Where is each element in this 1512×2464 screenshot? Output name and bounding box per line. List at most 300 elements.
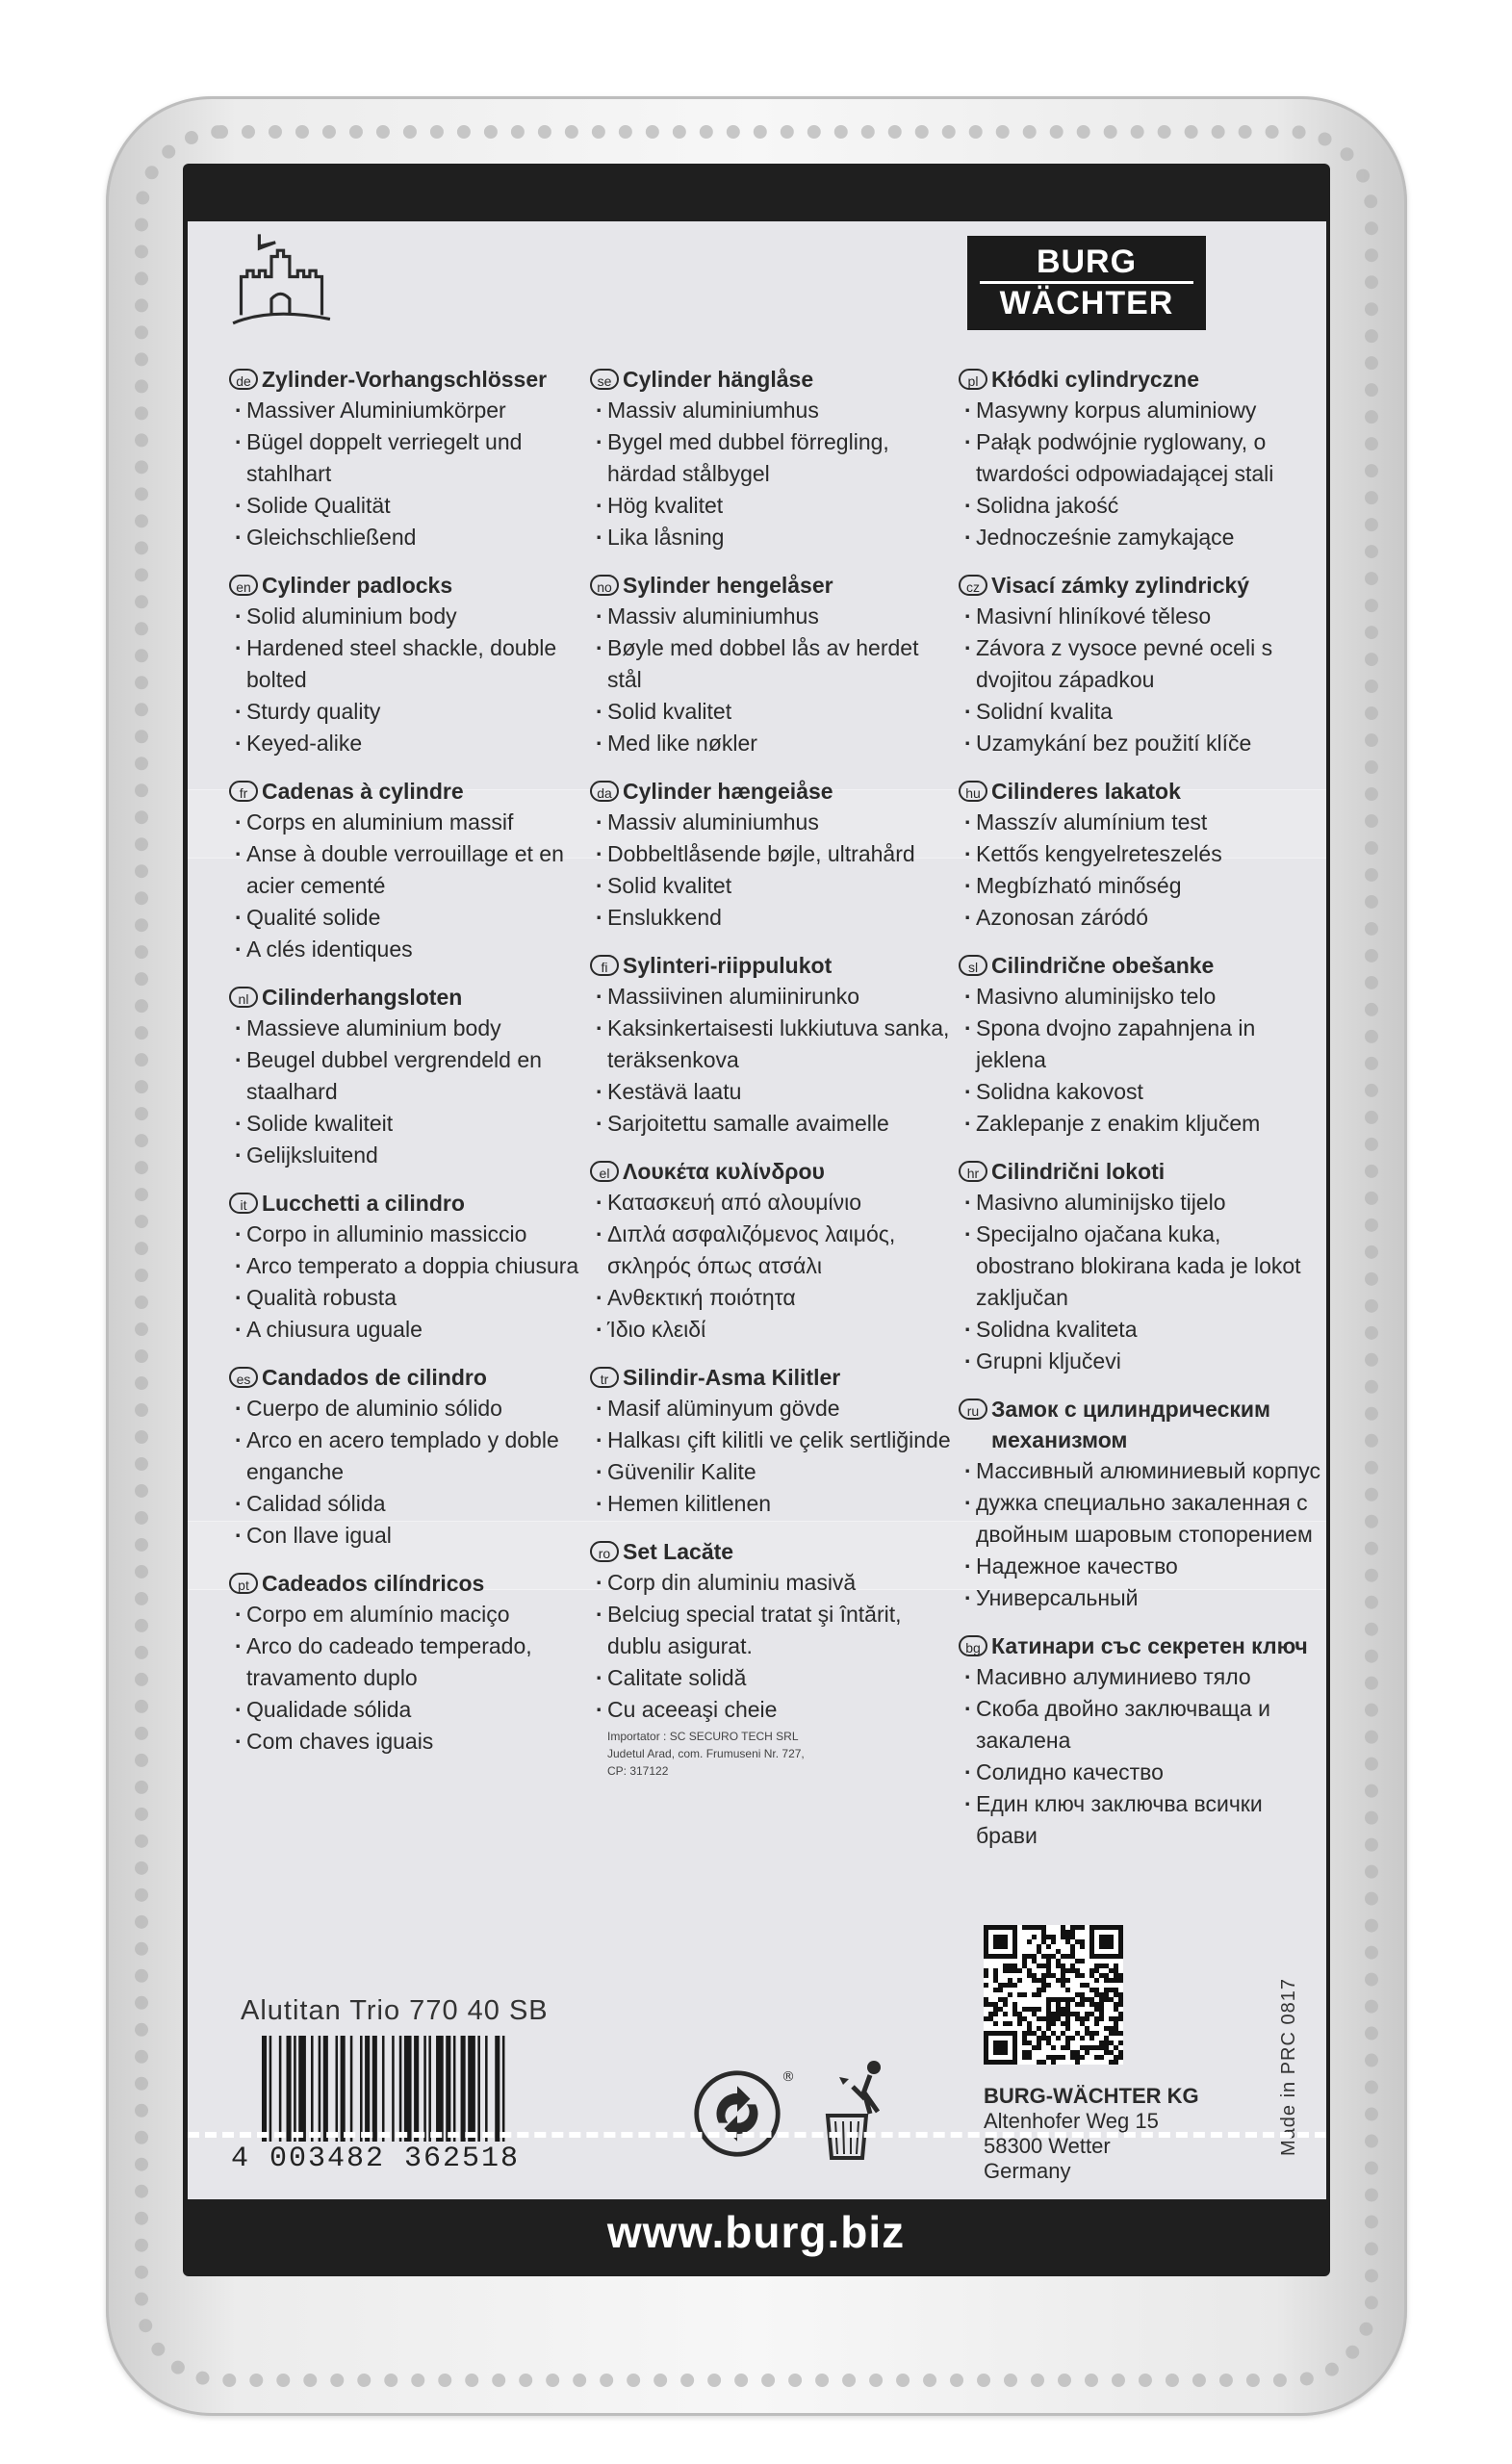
qr-module bbox=[1065, 1930, 1070, 1935]
lang-section bbox=[590, 364, 956, 553]
qr-module bbox=[1080, 1997, 1085, 2002]
qr-module bbox=[1114, 1973, 1118, 1978]
lang-code: nl bbox=[229, 987, 258, 1008]
feature-item: · Надежное качество bbox=[976, 1551, 1324, 1582]
feature-item: · Com chaves iguais bbox=[246, 1726, 585, 1758]
feature-item: · Arco temperato a doppia chiusura bbox=[246, 1250, 585, 1282]
address-line: Germany bbox=[984, 2159, 1071, 2183]
qr-module bbox=[1017, 2021, 1022, 2026]
qr-module bbox=[1041, 1978, 1046, 1983]
qr-module bbox=[1080, 2002, 1085, 2007]
qr-module bbox=[1027, 2050, 1032, 2055]
qr-module bbox=[1022, 2036, 1027, 2040]
brand-logo-line2: WÄCHTER bbox=[999, 285, 1174, 321]
barcode-bar bbox=[294, 2036, 296, 2142]
qr-module bbox=[1012, 2002, 1017, 2007]
section-title: Kłódki cylindryczne bbox=[991, 367, 1200, 392]
feature-item: · Solide Qualität bbox=[246, 490, 585, 522]
qr-module bbox=[1099, 1997, 1104, 2002]
qr-module bbox=[1070, 2036, 1075, 2040]
qr-module bbox=[1051, 2012, 1056, 2016]
barcode-bar bbox=[323, 2036, 328, 2142]
feature-item: · Arco en acero templado y doble enganche bbox=[246, 1424, 585, 1488]
qr-module bbox=[1003, 1964, 1008, 1968]
qr-module bbox=[1046, 1968, 1051, 1973]
qr-module bbox=[1056, 1978, 1061, 1983]
lang-section bbox=[229, 1568, 585, 1758]
qr-module bbox=[1080, 2036, 1085, 2040]
feature-item: · дужка специально закаленная с двойным шаровым стопорением bbox=[976, 1487, 1324, 1551]
qr-module bbox=[1037, 1978, 1041, 1983]
address-line: Altenhofer Weg 15 bbox=[984, 2109, 1159, 2133]
qr-module bbox=[1114, 1978, 1118, 1983]
section-title: Cilindrični lokoti bbox=[991, 1159, 1166, 1184]
qr-module bbox=[1114, 1992, 1118, 1997]
qr-module bbox=[998, 1997, 1003, 2002]
feature-item: · Massiver Aluminiumkörper bbox=[246, 395, 585, 426]
qr-module bbox=[1070, 1935, 1075, 1939]
qr-module bbox=[1099, 2012, 1104, 2016]
qr-module bbox=[1061, 1954, 1065, 1959]
trash-bin-icon bbox=[820, 2058, 897, 2164]
qr-module bbox=[1008, 1992, 1012, 1997]
section-title: Cadenas à cylindre bbox=[262, 779, 464, 804]
qr-module bbox=[1003, 1968, 1008, 1973]
qr-module bbox=[1080, 2045, 1085, 2050]
qr-module bbox=[1051, 1935, 1056, 1939]
feature-item: · Güvenilir Kalite bbox=[607, 1456, 956, 1488]
qr-module bbox=[1041, 1964, 1046, 1968]
qr-module bbox=[1008, 1978, 1012, 1983]
lang-code: bg bbox=[959, 1635, 987, 1656]
qr-module bbox=[1089, 1968, 1094, 1973]
qr-module bbox=[1046, 1954, 1051, 1959]
barcode-bar bbox=[436, 2036, 444, 2142]
feature-item: · Keyed-alike bbox=[246, 728, 585, 759]
qr-module bbox=[1046, 2007, 1051, 2012]
qr-module bbox=[1056, 1959, 1061, 1964]
lang-code: tr bbox=[590, 1367, 619, 1388]
feature-item: · Dobbeltlåsende bøjle, ultrahård bbox=[607, 838, 956, 870]
qr-module bbox=[1104, 2036, 1109, 2040]
feature-item: · A chiusura uguale bbox=[246, 1314, 585, 1346]
qr-module bbox=[1056, 2002, 1061, 2007]
barcode bbox=[262, 2036, 570, 2142]
qr-module bbox=[1037, 1925, 1041, 1930]
qr-module bbox=[1085, 2031, 1089, 2036]
qr-module bbox=[1114, 1968, 1118, 1973]
qr-module bbox=[1051, 2055, 1056, 2060]
qr-module bbox=[1099, 2055, 1104, 2060]
qr-module bbox=[1109, 2031, 1114, 2036]
feature-item: · Corpo in alluminio massiccio bbox=[246, 1219, 585, 1250]
qr-module bbox=[1114, 2055, 1118, 2060]
qr-module bbox=[1094, 1978, 1099, 1983]
qr-module bbox=[1027, 2026, 1032, 2031]
barcode-bar bbox=[392, 2036, 395, 2142]
feature-item: · Corpo em alumínio maciço bbox=[246, 1599, 585, 1630]
feature-item: · Jednocześnie zamykające bbox=[976, 522, 1324, 553]
qr-module bbox=[1099, 1973, 1104, 1978]
feature-item: · Massiivinen alumiinirunko bbox=[607, 981, 956, 1013]
feature-item: · Sarjoitettu samalle avaimelle bbox=[607, 1108, 956, 1140]
qr-module bbox=[1094, 1988, 1099, 1992]
qr-module bbox=[1003, 2021, 1008, 2026]
qr-module bbox=[1118, 2016, 1123, 2021]
qr-module bbox=[1085, 2016, 1089, 2021]
address-line: 58300 Wetter bbox=[984, 2134, 1111, 2158]
feature-item: · Massiv aluminiumhus bbox=[607, 395, 956, 426]
lang-code: pt bbox=[229, 1573, 258, 1594]
qr-module bbox=[1104, 1978, 1109, 1983]
qr-module bbox=[1075, 2016, 1080, 2021]
feature-item: · Anse à double verrouillage et en acier cementé bbox=[246, 838, 585, 902]
barcode-bar bbox=[468, 2036, 475, 2142]
qr-module bbox=[1046, 1997, 1051, 2002]
section-title: Cilindrične obešanke bbox=[991, 953, 1215, 978]
qr-module bbox=[1037, 1964, 1041, 1968]
qr-module bbox=[1104, 2045, 1109, 2050]
feature-item: · Megbízható minőség bbox=[976, 870, 1324, 902]
qr-module bbox=[1080, 1959, 1085, 1964]
qr-module bbox=[1070, 2050, 1075, 2055]
feature-item: · Qualidade sólida bbox=[246, 1694, 585, 1726]
qr-module bbox=[1051, 2021, 1056, 2026]
qr-module bbox=[1089, 2036, 1094, 2040]
qr-module bbox=[1056, 2055, 1061, 2060]
qr-module bbox=[988, 2002, 993, 2007]
qr-module bbox=[1070, 2012, 1075, 2016]
barcode-bar bbox=[341, 2036, 346, 2142]
model-name: Alutitan Trio 770 40 SB bbox=[241, 1995, 549, 2026]
feature-item: · A clés identiques bbox=[246, 934, 585, 965]
lang-section bbox=[959, 570, 1324, 759]
language-column-2 bbox=[590, 364, 956, 1796]
feature-item: · Kaksinkertaisesti lukkiutuva sanka, teräksenkova bbox=[607, 1013, 956, 1076]
qr-module bbox=[1080, 1939, 1085, 1944]
qr-module bbox=[993, 1978, 998, 1983]
qr-module bbox=[1085, 1983, 1089, 1988]
feature-item: · Solide kwaliteit bbox=[246, 1108, 585, 1140]
lang-section bbox=[229, 570, 585, 759]
lang-code: ru bbox=[959, 1399, 987, 1420]
barcode-bar bbox=[399, 2036, 402, 2142]
qr-module bbox=[1089, 1997, 1094, 2002]
section-title: Set Lacăte bbox=[623, 1539, 734, 1564]
qr-module bbox=[1061, 2007, 1065, 2012]
qr-module bbox=[1037, 2060, 1041, 2065]
qr-module bbox=[1051, 2045, 1056, 2050]
qr-module bbox=[993, 1973, 998, 1978]
feature-item: · Zaklepanje z enakim ključem bbox=[976, 1108, 1324, 1140]
feature-item: · Sturdy quality bbox=[246, 696, 585, 728]
qr-module bbox=[1089, 2031, 1094, 2036]
feature-item: · Masszív alumínium test bbox=[976, 807, 1324, 838]
section-title: Lucchetti a cilindro bbox=[262, 1191, 465, 1216]
qr-module bbox=[1032, 2012, 1037, 2016]
qr-module bbox=[1118, 2055, 1123, 2060]
qr-module bbox=[1003, 1983, 1008, 1988]
qr-module bbox=[1070, 1968, 1075, 1973]
feature-item: · Massieve aluminium body bbox=[246, 1013, 585, 1044]
qr-module bbox=[1022, 2031, 1027, 2036]
brand-logo bbox=[967, 236, 1206, 330]
qr-module bbox=[1104, 1964, 1109, 1968]
qr-module bbox=[1017, 1992, 1022, 1997]
qr-module bbox=[1027, 1925, 1032, 1930]
qr-module bbox=[1046, 1959, 1051, 1964]
barcode-number: 4 003482 362518 bbox=[231, 2143, 521, 2175]
lang-section bbox=[229, 364, 585, 553]
qr-module bbox=[1032, 1959, 1037, 1964]
barcode-bar bbox=[350, 2036, 353, 2142]
qr-module bbox=[1065, 2036, 1070, 2040]
feature-item: · Qualità robusta bbox=[246, 1282, 585, 1314]
language-column-3 bbox=[959, 364, 1324, 1868]
qr-module bbox=[1037, 2040, 1041, 2045]
feature-item: · Cuerpo de aluminio sólido bbox=[246, 1393, 585, 1424]
feature-item: · Bügel doppelt verriegelt und stahlhart bbox=[246, 426, 585, 490]
feature-item: · Gleichschließend bbox=[246, 522, 585, 553]
barcode-bar bbox=[461, 2036, 466, 2142]
qr-module bbox=[1037, 2016, 1041, 2021]
qr-module bbox=[1012, 2007, 1017, 2012]
qr-module bbox=[1051, 1954, 1056, 1959]
feature-item: · Solidna kakovost bbox=[976, 1076, 1324, 1108]
lang-section bbox=[590, 950, 956, 1140]
feature-item: · Uzamykání bez použití klíče bbox=[976, 728, 1324, 759]
qr-module bbox=[1075, 1968, 1080, 1973]
barcode-bar bbox=[414, 2036, 419, 2142]
barcode-bar bbox=[336, 2036, 339, 2142]
qr-module bbox=[1109, 2060, 1114, 2065]
qr-module bbox=[1109, 2026, 1114, 2031]
feature-item: · Kettős kengyelreteszelés bbox=[976, 838, 1324, 870]
qr-module bbox=[1065, 1997, 1070, 2002]
qr-module bbox=[1046, 1935, 1051, 1939]
qr-module bbox=[1046, 1973, 1051, 1978]
lang-code: sl bbox=[959, 955, 987, 976]
feature-item: · Spona dvojno zapahnjena in jeklena bbox=[976, 1013, 1324, 1076]
qr-module bbox=[993, 2040, 1008, 2055]
qr-module bbox=[1027, 2055, 1032, 2060]
section-title: Visací zámky zylindrický bbox=[991, 573, 1250, 598]
feature-item: · Calidad sólida bbox=[246, 1488, 585, 1520]
qr-module bbox=[1109, 1978, 1114, 1983]
barcode-bar bbox=[428, 2036, 431, 2142]
qr-module bbox=[1061, 1973, 1065, 1978]
section-title: Zylinder-Vorhangschlösser bbox=[262, 367, 548, 392]
qr-module bbox=[1037, 1992, 1041, 1997]
lang-code: el bbox=[590, 1161, 619, 1182]
qr-module bbox=[1094, 2002, 1099, 2007]
qr-module bbox=[1061, 2021, 1065, 2026]
qr-module bbox=[1089, 1988, 1094, 1992]
section-title: Λουκέτα κυλίνδρου bbox=[623, 1159, 825, 1184]
feature-item: · Corp din aluminiu masivă bbox=[607, 1567, 956, 1599]
qr-module bbox=[1118, 1973, 1123, 1978]
qr-module bbox=[1046, 2055, 1051, 2060]
qr-module bbox=[1022, 1954, 1027, 1959]
qr-module bbox=[1003, 2012, 1008, 2016]
feature-item: · Arco do cadeado temperado, travamento duplo bbox=[246, 1630, 585, 1694]
qr-module bbox=[1061, 2012, 1065, 2016]
lang-code: se bbox=[590, 369, 619, 390]
importer-line: Importator : SC SECURO TECH SRL bbox=[607, 1730, 799, 1743]
qr-module bbox=[1046, 2016, 1051, 2021]
qr-module bbox=[1065, 2012, 1070, 2016]
qr-module bbox=[993, 2021, 998, 2026]
made-in-label: Made in PRC 0817 bbox=[1278, 1978, 1299, 2156]
qr-module bbox=[1070, 1930, 1075, 1935]
qr-module bbox=[1099, 2016, 1104, 2021]
section-title: Silindir-Asma Kilitler bbox=[623, 1365, 841, 1390]
lang-code: cz bbox=[959, 575, 987, 596]
qr-module bbox=[1017, 2012, 1022, 2016]
barcode-bar bbox=[269, 2036, 272, 2142]
registered-mark: ® bbox=[782, 2069, 795, 2085]
section-title: Замок с цилиндрическим механизмом bbox=[991, 1397, 1271, 1452]
qr-module bbox=[1104, 2026, 1109, 2031]
barcode-bar bbox=[485, 2036, 488, 2142]
qr-module bbox=[1022, 2040, 1027, 2045]
qr-module bbox=[1061, 1997, 1065, 2002]
qr-module bbox=[1075, 2012, 1080, 2016]
qr-module bbox=[1114, 2060, 1118, 2065]
qr-module bbox=[1065, 1988, 1070, 1992]
feature-item: · Grupni ključevi bbox=[976, 1346, 1324, 1377]
feature-item: · Solidna jakość bbox=[976, 490, 1324, 522]
lang-section bbox=[590, 1156, 956, 1346]
qr-module bbox=[1037, 1988, 1041, 1992]
section-title: Cadeados cilíndricos bbox=[262, 1571, 485, 1596]
qr-module bbox=[1075, 2050, 1080, 2055]
qr-module bbox=[1080, 2021, 1085, 2026]
qr-module bbox=[1027, 2040, 1032, 2045]
qr-module bbox=[1032, 1925, 1037, 1930]
qr-module bbox=[1094, 1964, 1099, 1968]
qr-module bbox=[1051, 2060, 1056, 2065]
qr-module bbox=[1037, 1944, 1041, 1949]
qr-module bbox=[1065, 2007, 1070, 2012]
qr-module bbox=[1070, 2055, 1075, 2060]
qr-module bbox=[1051, 2031, 1056, 2036]
feature-item: · Массивный алюминиевый корпус bbox=[976, 1455, 1324, 1487]
section-title: Candados de cilindro bbox=[262, 1365, 487, 1390]
qr-module bbox=[1089, 2002, 1094, 2007]
qr-module bbox=[1032, 1978, 1037, 1983]
qr-module bbox=[1061, 1930, 1065, 1935]
feature-item: · Pałąk podwójnie ryglowany, o twardości odpowiadającej stali bbox=[976, 426, 1324, 490]
qr-module bbox=[1003, 1997, 1008, 2002]
qr-module bbox=[1056, 2007, 1061, 2012]
feature-item: · Hög kvalitet bbox=[607, 490, 956, 522]
qr-module bbox=[1104, 2040, 1109, 2045]
qr-module bbox=[984, 2016, 988, 2021]
qr-module bbox=[1065, 1978, 1070, 1983]
barcode-bar bbox=[360, 2036, 363, 2142]
qr-module bbox=[1065, 2045, 1070, 2050]
qr-module bbox=[1099, 2007, 1104, 2012]
feature-item: · Скоба двойно заключваща и закалена bbox=[976, 1693, 1324, 1757]
qr-module bbox=[1099, 1935, 1114, 1949]
qr-module bbox=[1027, 2021, 1032, 2026]
qr-module bbox=[1099, 2040, 1104, 2045]
barcode-bar bbox=[287, 2036, 292, 2142]
qr-module bbox=[988, 2012, 993, 2016]
feature-item: · Hardened steel shackle, double bolted bbox=[246, 632, 585, 696]
qr-module bbox=[1041, 2016, 1046, 2021]
barcode-bar bbox=[365, 2036, 370, 2142]
qr-module bbox=[1118, 2040, 1123, 2045]
feature-item: · Azonosan záródó bbox=[976, 902, 1324, 934]
feature-item: · Solidna kvaliteta bbox=[976, 1314, 1324, 1346]
language-column-1 bbox=[229, 364, 585, 1774]
qr-module bbox=[1041, 1935, 1046, 1939]
qr-module bbox=[1080, 1992, 1085, 1997]
qr-module bbox=[1037, 2045, 1041, 2050]
qr-module bbox=[1094, 1968, 1099, 1973]
qr-module bbox=[1046, 1964, 1051, 1968]
qr-module bbox=[1037, 2036, 1041, 2040]
qr-module bbox=[1041, 2036, 1046, 2040]
qr-module bbox=[1094, 2016, 1099, 2021]
barcode-bar bbox=[279, 2036, 282, 2142]
qr-module bbox=[1109, 2040, 1114, 2045]
qr-module bbox=[1032, 2007, 1037, 2012]
feature-item: · Solid kvalitet bbox=[607, 696, 956, 728]
qr-module bbox=[1027, 1954, 1032, 1959]
qr-module bbox=[1037, 1949, 1041, 1954]
qr-module bbox=[1061, 1968, 1065, 1973]
section-title: Cilinderhangsloten bbox=[262, 985, 463, 1010]
qr-module bbox=[1085, 2026, 1089, 2031]
section-title: Sylinteri-riippulukot bbox=[623, 953, 833, 978]
qr-module bbox=[1094, 2021, 1099, 2026]
qr-module bbox=[1099, 1992, 1104, 1997]
qr-module bbox=[1061, 1978, 1065, 1983]
feature-item: · Masywny korpus aluminiowy bbox=[976, 395, 1324, 426]
qr-module bbox=[1075, 1959, 1080, 1964]
qr-module bbox=[1070, 1964, 1075, 1968]
lang-section bbox=[229, 1362, 585, 1552]
feature-item: · Med like nøkler bbox=[607, 728, 956, 759]
qr-module bbox=[1118, 2031, 1123, 2036]
lang-section bbox=[590, 776, 956, 934]
qr-module bbox=[1075, 2002, 1080, 2007]
qr-module bbox=[1075, 1992, 1080, 1997]
qr-module bbox=[1085, 2045, 1089, 2050]
qr-module bbox=[1046, 2036, 1051, 2040]
feature-item: · Солидно качество bbox=[976, 1757, 1324, 1788]
qr-module bbox=[1065, 1935, 1070, 1939]
qr-module bbox=[1065, 2016, 1070, 2021]
qr-module bbox=[1075, 1973, 1080, 1978]
lang-section bbox=[229, 776, 585, 965]
qr-module bbox=[1080, 1944, 1085, 1949]
qr-module bbox=[1041, 1954, 1046, 1959]
qr-module bbox=[1056, 2012, 1061, 2016]
qr-module bbox=[1032, 1973, 1037, 1978]
lang-section bbox=[229, 982, 585, 1171]
feature-item: · Beugel dubbel vergrendeld en staalhard bbox=[246, 1044, 585, 1108]
feature-item: · Gelijksluitend bbox=[246, 1140, 585, 1171]
lang-section bbox=[229, 1188, 585, 1346]
qr-module bbox=[1027, 1939, 1032, 1944]
feature-item: · Универсальный bbox=[976, 1582, 1324, 1614]
lang-section bbox=[959, 364, 1324, 553]
qr-module bbox=[1027, 2007, 1032, 2012]
